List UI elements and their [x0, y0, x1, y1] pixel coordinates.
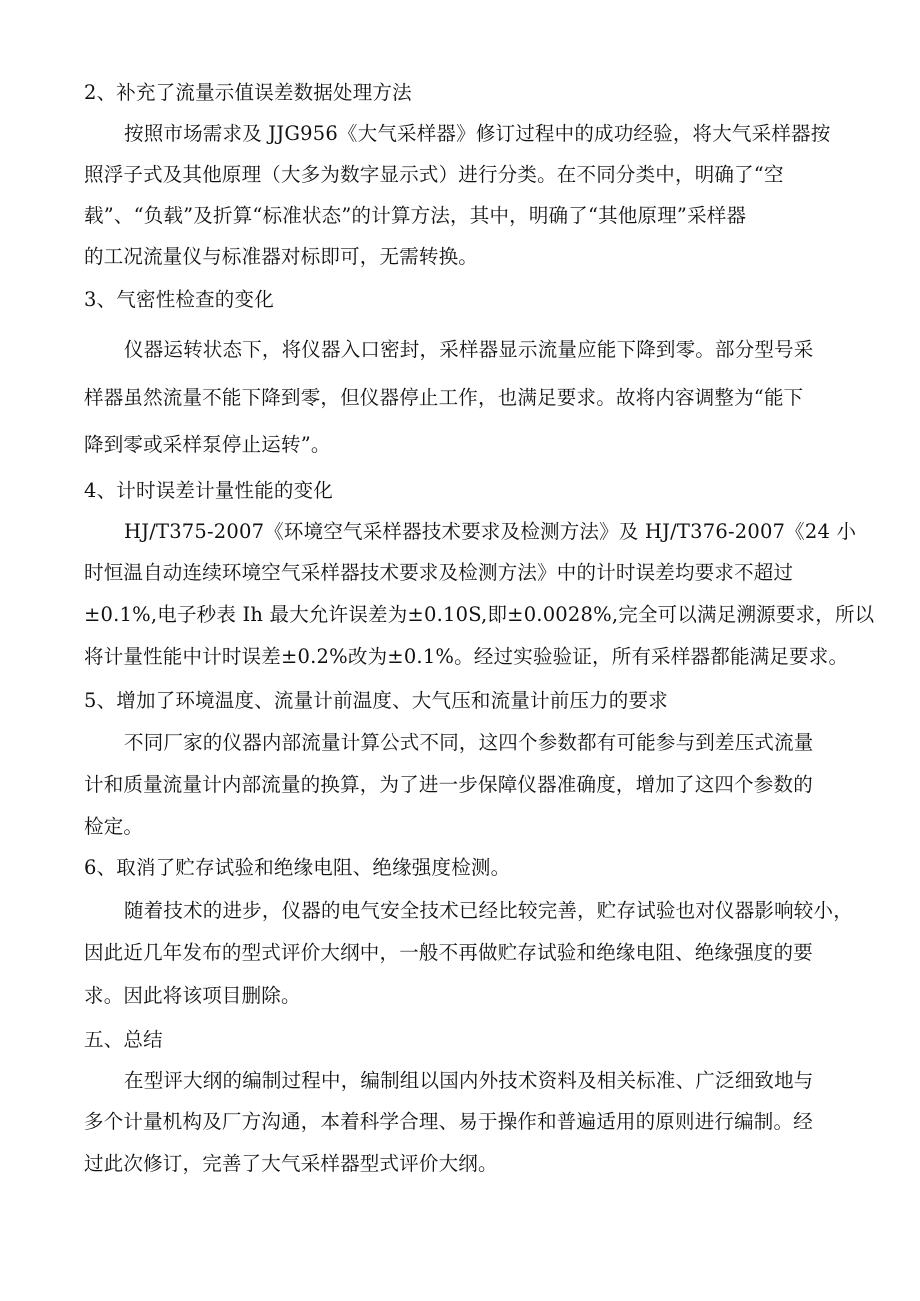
paragraph-line: 的工况流量仪与标准器对标即可，无需转换。 [84, 245, 479, 268]
paragraph-line: 在型评大纲的编制过程中，编制组以国内外技术资料及相关标准、广泛细致地与 [124, 1069, 814, 1092]
paragraph-line: 样器虽然流量不能下降到零，但仪器停止工作，也满足要求。故将内容调整为“能下 [84, 386, 804, 409]
paragraph-line: 计和质量流量计内部流量的换算，为了进一步保障仪器准确度，增加了这四个参数的 [84, 773, 813, 796]
paragraph-line: 时恒温自动连续环境空气采样器技术要求及检测方法》中的计时误差均要求不超过 [84, 561, 794, 584]
section-heading-6: 6、取消了贮存试验和绝缘电阻、绝缘强度检测。 [84, 856, 511, 879]
paragraph-line: HJ/T375-2007《环境空气采样器技术要求及检测方法》及 HJ/T376-2007《24 小 [124, 520, 857, 543]
section-heading-5: 5、增加了环境温度、流量计前温度、大气压和流量计前压力的要求 [84, 689, 668, 712]
section-heading-summary: 五、总结 [84, 1028, 163, 1051]
section-heading-3: 3、气密性检查的变化 [84, 288, 274, 311]
paragraph-line: 降到零或采样泵停止运转”。 [84, 433, 331, 456]
paragraph-line: 过此次修订，完善了大气采样器型式评价大纲。 [84, 1152, 498, 1175]
paragraph-line: 照浮子式及其他原理（大多为数字显示式）进行分类。在不同分类中，明确了“空 [84, 163, 784, 186]
paragraph-line: 检定。 [84, 815, 144, 838]
paragraph-line: 按照市场需求及 JJG956《大气采样器》修订过程中的成功经验，将大气采样器按 [124, 122, 831, 145]
paragraph-line: 将计量性能中计时误差±0.2%改为±0.1%。经过实验验证，所有采样器都能满足要求。 [84, 645, 849, 668]
paragraph-line: 不同厂家的仪器内部流量计算公式不同，这四个参数都有可能参与到差压式流量 [124, 731, 814, 754]
paragraph-line: 求。因此将该项目删除。 [84, 984, 301, 1007]
paragraph-line: 载”、“负载”及折算“标准状态”的计算方法，其中，明确了“其他原理”采样器 [84, 204, 747, 227]
paragraph-line: 仪器运转状态下，将仪器入口密封，采样器显示流量应能下降到零。部分型号采 [124, 338, 814, 361]
section-heading-4: 4、计时误差计量性能的变化 [84, 479, 334, 502]
paragraph-line: ±0.1%,电子秒表 Ih 最大允许误差为±0.10S,即±0.0028%,完全可以满足溯源要求，所以 [84, 603, 875, 626]
paragraph-line: 因此近几年发布的型式评价大纲中，一般不再做贮存试验和绝缘电阻、绝缘强度的要 [84, 941, 813, 964]
paragraph-line: 随着技术的进步，仪器的电气安全技术已经比较完善，贮存试验也对仪器影响较小， [124, 899, 853, 922]
section-heading-2: 2、补充了流量示值误差数据处理方法 [84, 81, 412, 104]
paragraph-line: 多个计量机构及厂方沟通，本着科学合理、易于操作和普遍适用的原则进行编制。经 [84, 1110, 813, 1133]
